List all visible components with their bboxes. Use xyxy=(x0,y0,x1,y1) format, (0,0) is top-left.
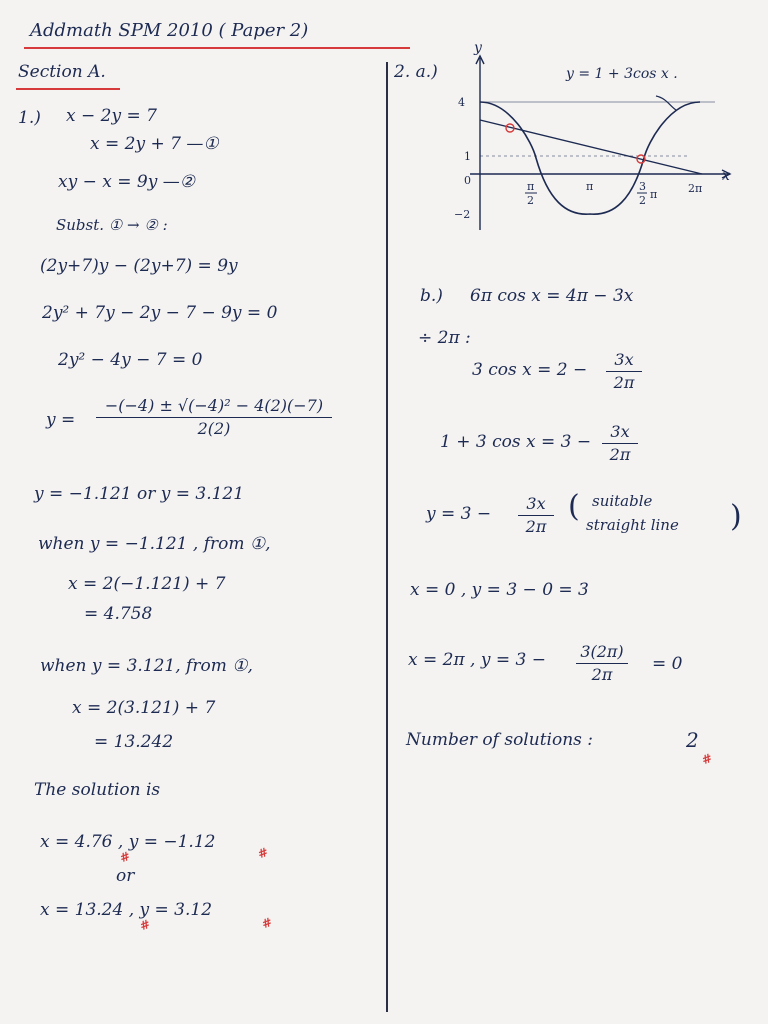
q1-line: = 13.242 xyxy=(94,732,174,752)
q2b-line: y = 3 − xyxy=(426,504,492,524)
q1-line: when y = −1.121 , from ①, xyxy=(38,534,271,554)
q1-line: 2y² + 7y − 2y − 7 − 9y = 0 xyxy=(42,303,278,323)
fraction-denominator: 2π xyxy=(609,445,631,464)
q1-line: x − 2y = 7 xyxy=(66,106,157,126)
q1-line: or xyxy=(116,866,135,886)
tick-mark-icon: # xyxy=(255,844,271,862)
tick-x-3pi-over-2-den: 2 xyxy=(639,194,646,207)
tick-y-1: 1 xyxy=(464,150,471,163)
q1-number: 1.) xyxy=(18,108,41,128)
tick-mark-icon: # xyxy=(117,848,133,866)
fraction-numerator: 3x xyxy=(606,352,642,372)
q2-number: 2. a.) xyxy=(394,62,438,82)
cosine-graph xyxy=(440,40,740,240)
tick-x-pi-over-2-num: π xyxy=(527,180,535,193)
q2b-line: Number of solutions : xyxy=(406,730,593,750)
tick-mark-icon: # xyxy=(699,750,715,768)
q1-line: Subst. ① → ② : xyxy=(56,216,168,234)
curve-label: y = 1 + 3cos x . xyxy=(566,66,678,82)
section-underline xyxy=(16,88,120,90)
q1-answer: x = 4.76 , y = −1.12 xyxy=(40,832,216,852)
tick-y-neg2: −2 xyxy=(454,208,471,221)
tick-x-pi: π xyxy=(586,180,594,193)
x-axis-label: x xyxy=(722,168,730,184)
bracket-icon: ( xyxy=(568,489,580,524)
fraction-denominator: 2π xyxy=(525,517,547,536)
fraction-denominator: 2π xyxy=(613,373,635,392)
q1-line: 2y² − 4y − 7 = 0 xyxy=(58,350,203,370)
q1-line: when y = 3.121, from ①, xyxy=(40,656,253,676)
quadratic-formula xyxy=(96,398,332,437)
label-arrow-icon xyxy=(656,96,676,110)
tick-x-3pi-over-2-num: 3 xyxy=(639,180,646,193)
q1-line: (2y+7)y − (2y+7) = 9y xyxy=(40,256,238,276)
q2b-line: 3 cos x = 2 − xyxy=(472,360,588,380)
tick-mark-icon: # xyxy=(137,916,153,934)
q2b-line: 1 + 3 cos x = 3 − xyxy=(440,432,592,452)
q1-line: y = xyxy=(46,410,76,430)
annotation-note: suitable xyxy=(592,492,653,510)
page-title: Addmath SPM 2010 ( Paper 2) xyxy=(30,20,309,41)
annotation-note: straight line xyxy=(586,516,679,534)
tick-x-2pi: 2π xyxy=(688,182,703,195)
tick-y-4: 4 xyxy=(458,96,465,109)
fraction-numerator: 3x xyxy=(518,496,554,516)
q1-answer: x = 13.24 , y = 3.12 xyxy=(40,900,213,920)
formula-numerator: −(−4) ± √(−4)² − 4(2)(−7) xyxy=(96,398,332,418)
solution-count: 2 xyxy=(686,728,699,752)
column-divider xyxy=(386,62,388,1012)
tick-x-pi-over-2-den: 2 xyxy=(527,194,534,207)
formula-denominator: 2(2) xyxy=(197,419,231,438)
q2b-line: ÷ 2π : xyxy=(418,328,471,348)
fraction xyxy=(602,424,638,463)
q1-line: = 4.758 xyxy=(84,604,153,624)
title-underline xyxy=(24,47,410,49)
q1-line: x = 2y + 7 —① xyxy=(90,134,219,154)
fraction-numerator: 3(2π) xyxy=(576,644,628,664)
q1-line: y = −1.121 or y = 3.121 xyxy=(34,484,245,504)
q2b-line: x = 2π , y = 3 − xyxy=(408,650,546,670)
fraction xyxy=(518,496,554,535)
q1-line: xy − x = 9y —② xyxy=(58,172,195,192)
tick-mark-icon: # xyxy=(259,914,275,932)
fraction-denominator: 2π xyxy=(591,665,613,684)
cosine-curve xyxy=(480,102,703,214)
q2b-line: = 0 xyxy=(652,654,683,674)
tick-y-0: 0 xyxy=(464,174,471,187)
q1-line: The solution is xyxy=(34,780,161,800)
fraction xyxy=(576,644,628,683)
q1-line: x = 2(3.121) + 7 xyxy=(72,698,216,718)
q2b-line: 6π cos x = 4π − 3x xyxy=(470,286,634,306)
tick-x-3pi-over-2-pi: π xyxy=(650,188,658,201)
q2b-label: b.) xyxy=(420,286,443,306)
bracket-icon: ) xyxy=(730,499,742,534)
y-axis-label: y xyxy=(474,40,482,56)
section-heading: Section A. xyxy=(18,62,106,82)
q2b-line: x = 0 , y = 3 − 0 = 3 xyxy=(410,580,589,600)
fraction xyxy=(606,352,642,391)
fraction-numerator: 3x xyxy=(602,424,638,444)
q1-line: x = 2(−1.121) + 7 xyxy=(68,574,226,594)
